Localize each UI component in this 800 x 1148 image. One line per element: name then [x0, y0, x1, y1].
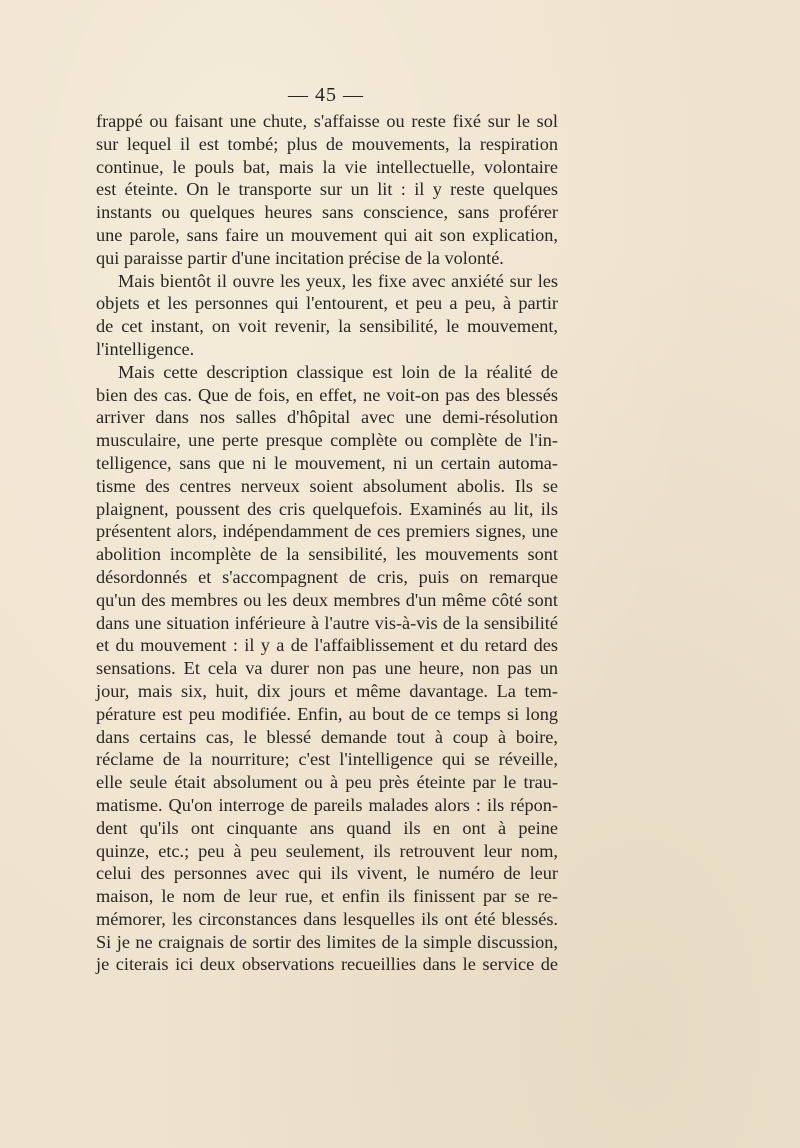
text-line: matisme. Qu'on interroge de pareils malades alors : ils répon-	[96, 794, 558, 815]
text-line: bien des cas. Que de fois, en effet, ne voit-on pas des blessés	[96, 384, 558, 405]
text-line: dans une situation inférieure à l'autre vis-à-vis de la sensibilité	[96, 612, 558, 633]
text-line: abolition incomplète de la sensibilité, les mouvements sont	[96, 544, 558, 565]
text-line: plaignent, poussent des cris quelquefois. Examinés au lit, ils	[96, 498, 558, 519]
text-line: Mais cette description classique est loin de la réalité de	[118, 361, 558, 382]
text-line: elle seule était absolument ou à peu près éteinte par le trau-	[96, 772, 558, 793]
text-line: quinze, etc.; peu à peu seulement, ils retrouvent leur nom,	[96, 840, 558, 861]
text-line: musculaire, une perte presque complète ou complète de l'in-	[96, 430, 558, 451]
text-line: maison, le nom de leur rue, et enfin ils finissent par se re-	[96, 886, 558, 907]
text-line: Mais bientôt il ouvre les yeux, les fixe avec anxiété sur les	[118, 270, 558, 291]
text-line: mémorer, les circonstances dans lesquelles ils ont été blessés.	[96, 908, 558, 929]
text-line: qu'un des membres ou les deux membres d'un même côté sont	[96, 589, 558, 610]
text-line: arriver dans nos salles d'hôpital avec une demi-résolution	[96, 407, 558, 428]
text-line: tisme des centres nerveux soient absolument abolis. Ils se	[96, 475, 558, 496]
text-line: une parole, sans faire un mouvement qui ait son explication,	[96, 224, 558, 245]
text-line: qui paraisse partir d'une incitation précise de la volonté.	[96, 247, 504, 268]
text-line: instants ou quelques heures sans conscience, sans proférer	[96, 202, 558, 223]
text-line: je citerais ici deux observations recueillies dans le service de	[96, 954, 558, 975]
text-line: est éteinte. On le transporte sur un lit : il y reste quelques	[96, 179, 558, 200]
body-text	[96, 110, 558, 976]
text-line: objets et les personnes qui l'entourent, et peu a peu, à partir	[96, 293, 558, 314]
text-line: désordonnés et s'accompagnent de cris, puis on remarque	[96, 566, 558, 587]
page-number: — 45 —	[288, 84, 364, 106]
text-line: frappé ou faisant une chute, s'affaisse ou reste fixé sur le sol	[96, 111, 558, 131]
text-line: de cet instant, on voit revenir, la sensibilité, le mouvement,	[96, 316, 558, 337]
text-line: présentent alors, indépendamment de ces premiers signes, une	[96, 521, 558, 542]
text-line: telligence, sans que ni le mouvement, ni un certain automa-	[96, 452, 558, 473]
text-line: dent qu'ils ont cinquante ans quand ils en ont à peine	[96, 817, 558, 838]
text-line: sur lequel il est tombé; plus de mouvements, la respiration	[96, 133, 558, 154]
text-line: continue, le pouls bat, mais la vie intellectuelle, volontaire	[96, 156, 558, 177]
text-line: réclame de la nourriture; c'est l'intelligence qui se réveille,	[96, 749, 558, 770]
text-line: celui des personnes avec qui ils vivent, le numéro de leur	[96, 863, 558, 884]
text-line: et du mouvement : il y a de l'affaiblissement et du retard des	[96, 635, 558, 656]
text-line: sensations. Et cela va durer non pas une heure, non pas un	[96, 658, 558, 679]
text-line: jour, mais six, huit, dix jours et même davantage. La tem-	[96, 680, 558, 701]
text-line: pérature est peu modifiée. Enfin, au bout de ce temps si long	[96, 703, 558, 724]
text-line: dans certains cas, le blessé demande tout à coup à boire,	[96, 726, 558, 747]
text-line: Si je ne craignais de sortir des limites de la simple discussion,	[96, 931, 558, 952]
text-line: l'intelligence.	[96, 338, 195, 359]
